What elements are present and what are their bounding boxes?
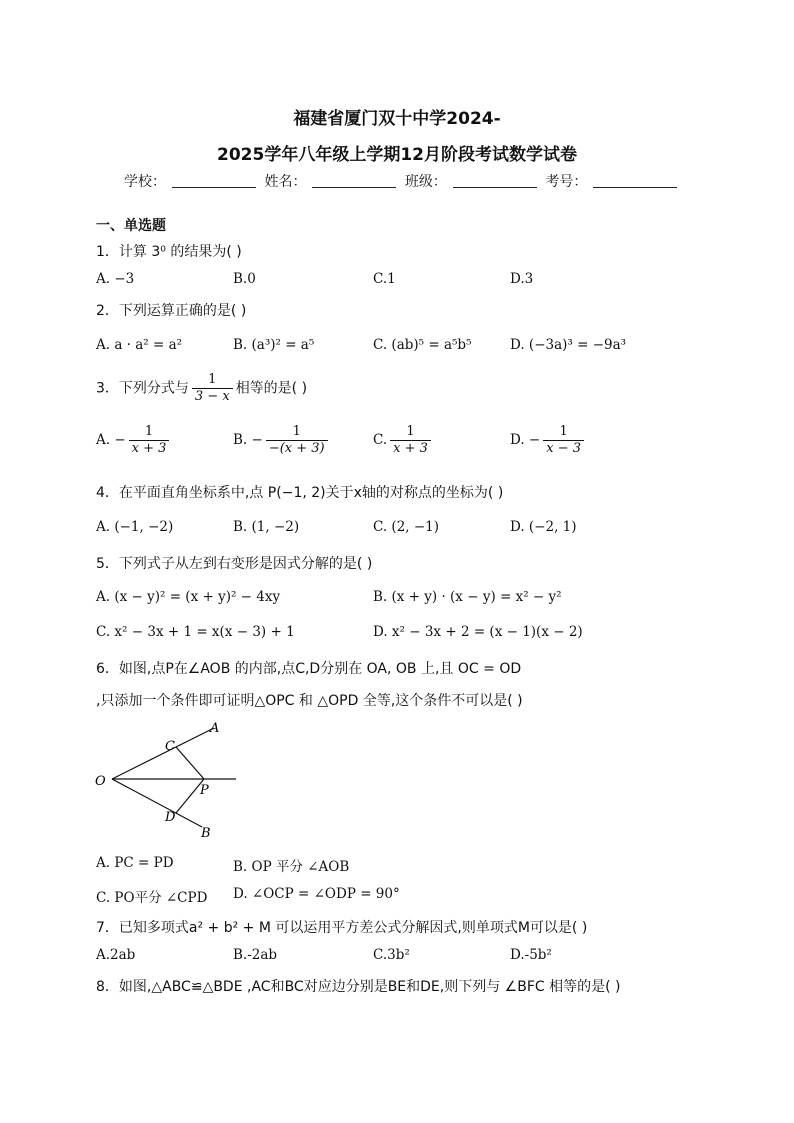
q3-stem-pre: 3．下列分式与 <box>96 380 189 397</box>
q3-a-num: 1 <box>129 424 170 441</box>
name-blank <box>312 173 396 188</box>
ray-oa <box>112 728 214 779</box>
q5-option-c: C. x² − 3x + 1 = x(x − 3) + 1 <box>96 624 295 640</box>
q3-d-label: D. − <box>510 432 541 448</box>
label-p: P <box>200 783 209 798</box>
q3-option-c <box>373 424 434 457</box>
q4-option-a: A. (−1, −2) <box>96 519 174 535</box>
exam-number-label: 考号： <box>545 174 588 190</box>
q3-option-b <box>233 424 331 457</box>
q5-option-a: A. (x − y)² = (x + y)² − 4xy <box>96 589 281 605</box>
exam-title-line2: 2025学年八年级上学期12月阶段考试数学试卷 <box>217 145 577 165</box>
question-3-stem <box>96 372 307 405</box>
q2-option-d: D. (−3a)³ = −9a³ <box>510 337 627 353</box>
q4-option-d: D. (−2, 1) <box>510 519 577 535</box>
q1-option-c: C.1 <box>373 271 396 287</box>
q3-stem-post: 相等的是( ) <box>235 380 308 397</box>
q3-d-num: 1 <box>543 424 584 441</box>
label-d: D <box>165 810 176 825</box>
q3-a-label: A. − <box>96 432 126 448</box>
q6-option-a: A. PC = PD <box>96 855 174 871</box>
label-a: A <box>210 721 220 736</box>
question-4-stem: 4．在平面直角坐标系中,点 P(−1, 2)关于x轴的对称点的坐标为( ) <box>96 485 504 501</box>
class-blank <box>453 173 537 188</box>
segment-cp <box>176 747 204 779</box>
q3-b-label: B. − <box>233 432 263 448</box>
label-c: C <box>165 739 175 754</box>
q4-option-b: B. (1, −2) <box>233 519 300 535</box>
question-1-stem: 1．计算 3⁰ 的结果为( ) <box>96 244 242 260</box>
q7-option-c: C.3b² <box>373 947 410 963</box>
exam-title-line1: 福建省厦门双十中学2024- <box>293 109 501 129</box>
label-b: B <box>201 826 211 841</box>
q2-option-c: C. (ab)⁵ = a⁵b⁵ <box>373 337 472 353</box>
q7-option-d: D.-5b² <box>510 947 552 963</box>
q3-fraction <box>192 372 233 405</box>
q6-option-d: D. ∠OCP = ∠ODP = 90° <box>233 886 400 902</box>
exam-number-blank <box>593 173 677 188</box>
section-heading: 一、单选题 <box>96 218 166 234</box>
q3-a-den: x + 3 <box>131 441 167 456</box>
q3-d-fraction <box>543 424 584 457</box>
label-o: O <box>95 774 106 789</box>
q3-b-fraction <box>266 424 328 457</box>
student-info-row <box>124 171 681 191</box>
name-label: 姓名： <box>264 174 307 190</box>
q7-option-a: A.2ab <box>96 947 136 963</box>
q4-option-c: C. (2, −1) <box>373 519 440 535</box>
q3-c-den: x + 3 <box>393 441 428 456</box>
q3-fraction-den: 3 − x <box>194 389 230 404</box>
question-2-stem: 2．下列运算正确的是( ) <box>96 303 247 319</box>
q3-c-num: 1 <box>390 424 431 441</box>
q3-a-fraction <box>129 424 170 457</box>
q2-option-b: B. (a³)² = a⁵ <box>233 337 315 353</box>
q5-option-d: D. x² − 3x + 2 = (x − 1)(x − 2) <box>373 624 583 640</box>
q6-figure <box>90 715 250 845</box>
q6-option-b: B. OP 平分 ∠AOB <box>233 859 350 875</box>
class-label: 班级： <box>404 174 447 190</box>
q7-option-b: B.-2ab <box>233 947 278 963</box>
school-label: 学校： <box>124 174 166 190</box>
q3-c-label: C. <box>373 432 388 448</box>
q3-b-num: 1 <box>266 424 328 441</box>
school-blank <box>172 173 256 188</box>
q3-option-d <box>510 424 587 457</box>
q6-option-c: C. PO平分 ∠CPD <box>96 890 208 906</box>
question-7-stem: 7．已知多项式a² + b² + M 可以运用平方差公式分解因式,则单项式M可以是( ) <box>96 920 588 936</box>
q3-option-a <box>96 424 172 457</box>
q1-option-d: D.3 <box>510 271 534 287</box>
q2-option-a: A. a · a² = a² <box>96 337 183 353</box>
q5-option-b: B. (x + y) · (x − y) = x² − y² <box>373 589 562 605</box>
question-6-stem: 6．如图,点P在∠AOB 的内部,点C,D分别在 OA, OB 上,且 OC = OD <box>96 661 522 677</box>
q3-c-fraction <box>390 424 431 457</box>
q3-d-den: x − 3 <box>546 441 582 456</box>
q1-option-b: B.0 <box>233 271 256 287</box>
ray-ob <box>112 779 202 827</box>
q3-b-den: −(x + 3) <box>268 441 325 456</box>
q3-fraction-num: 1 <box>192 372 233 389</box>
question-8-stem: 8．如图,△ABC≌△BDE ,AC和BC对应边分别是BE和DE,则下列与 ∠BFC 相等的是( ) <box>96 979 621 995</box>
question-5-stem: 5．下列式子从左到右变形是因式分解的是( ) <box>96 556 373 572</box>
question-6-stem-cont: ,只添加一个条件即可证明△OPC 和 △OPD 全等,这个条件不可以是( ) <box>96 693 523 709</box>
q1-option-a: A. −3 <box>96 271 135 287</box>
